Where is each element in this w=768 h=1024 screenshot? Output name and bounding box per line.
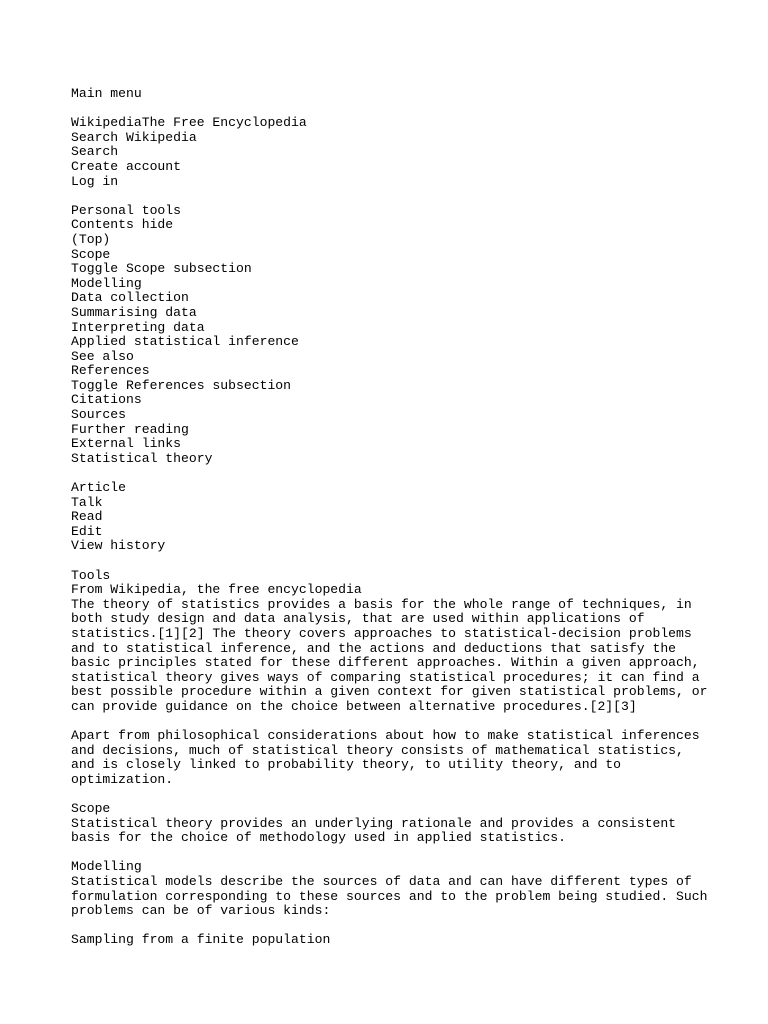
toc-item-top[interactable]: (Top): [71, 231, 111, 247]
create-account-link[interactable]: Create account: [71, 158, 182, 174]
personal-tools-menu[interactable]: Personal tools: [71, 202, 182, 218]
toc-item-scope[interactable]: Scope: [71, 246, 111, 262]
spacer: [71, 554, 711, 569]
spacer: [71, 466, 711, 481]
toc-item-references[interactable]: References: [71, 363, 150, 379]
toc-toggle-references[interactable]: Toggle References subsection: [71, 377, 292, 393]
log-in-link[interactable]: Log in: [71, 173, 119, 189]
wikipedia-logo-link[interactable]: WikipediaThe Free Encyclopedia: [71, 115, 307, 131]
tab-read[interactable]: Read: [71, 509, 103, 525]
spacer: [71, 788, 711, 803]
tab-edit[interactable]: Edit: [71, 523, 103, 539]
spacer: [71, 846, 711, 861]
tools-menu[interactable]: Tools: [71, 567, 111, 583]
toc-item-sources[interactable]: Sources: [71, 407, 127, 423]
toc-item-modelling[interactable]: Modelling: [71, 275, 142, 291]
scope-paragraph: Statistical theory provides an underlying rationale and provides a consistent basis for the choice of methodology used in applied statistics.: [71, 815, 677, 846]
intro-paragraph-1: The theory of statistics provides a basis for the whole range of techniques, in both study design and data analysis, that are used within applications of statistics.[1][2] The theory covers approaches to statistical-decision problems and to statistical inference, and the actions and deductions that satisfy the basic principles stated for these different approaches. Within a given approach, statistical theory gives ways of comparing statistical procedures; it can find a best possible procedure within a given context for given statistical problems, or can provide guidance on the choice between alternative procedures.[2][3]: [71, 596, 708, 714]
toc-item-citations[interactable]: Citations: [71, 392, 142, 408]
spacer: [71, 102, 711, 117]
spacer: [71, 715, 711, 730]
modelling-paragraph: Statistical models describe the sources of data and can have different types of formulation corresponding to these sources and to the problem being studied. Such problems can be of various kinds:: [71, 874, 708, 919]
page-content: [71, 87, 711, 948]
search-button[interactable]: Search: [71, 144, 119, 160]
search-input[interactable]: Search Wikipedia: [71, 129, 197, 145]
toc-heading[interactable]: Contents hide: [71, 217, 174, 233]
main-menu-button[interactable]: Main menu: [71, 86, 142, 101]
toc-item-summarising-data[interactable]: Summarising data: [71, 304, 197, 320]
section-heading-scope: Scope: [71, 801, 111, 817]
tab-article[interactable]: Article: [71, 480, 127, 496]
toc-toggle-scope[interactable]: Toggle Scope subsection: [71, 261, 252, 277]
page-title: Statistical theory: [71, 450, 213, 466]
section-heading-modelling: Modelling: [71, 859, 142, 875]
toc-item-see-also[interactable]: See also: [71, 348, 134, 364]
toc-item-interpreting-data[interactable]: Interpreting data: [71, 319, 205, 335]
tab-view-history[interactable]: View history: [71, 538, 166, 554]
tab-talk[interactable]: Talk: [71, 494, 103, 510]
spacer: [71, 189, 711, 204]
toc-item-applied-inference[interactable]: Applied statistical inference: [71, 334, 299, 350]
toc-item-external-links[interactable]: External links: [71, 436, 182, 452]
toc-item-data-collection[interactable]: Data collection: [71, 290, 189, 306]
site-tagline: From Wikipedia, the free encyclopedia: [71, 582, 362, 598]
list-item: Sampling from a finite population: [71, 932, 331, 948]
toc-item-further-reading[interactable]: Further reading: [71, 421, 189, 437]
intro-paragraph-2: Apart from philosophical considerations about how to make statistical inferences and decisions, much of statistical theory consists of mathematical statistics, and is closely linked to probability theory, to utility theory, and to optimization.: [71, 728, 700, 787]
spacer: [71, 919, 711, 934]
